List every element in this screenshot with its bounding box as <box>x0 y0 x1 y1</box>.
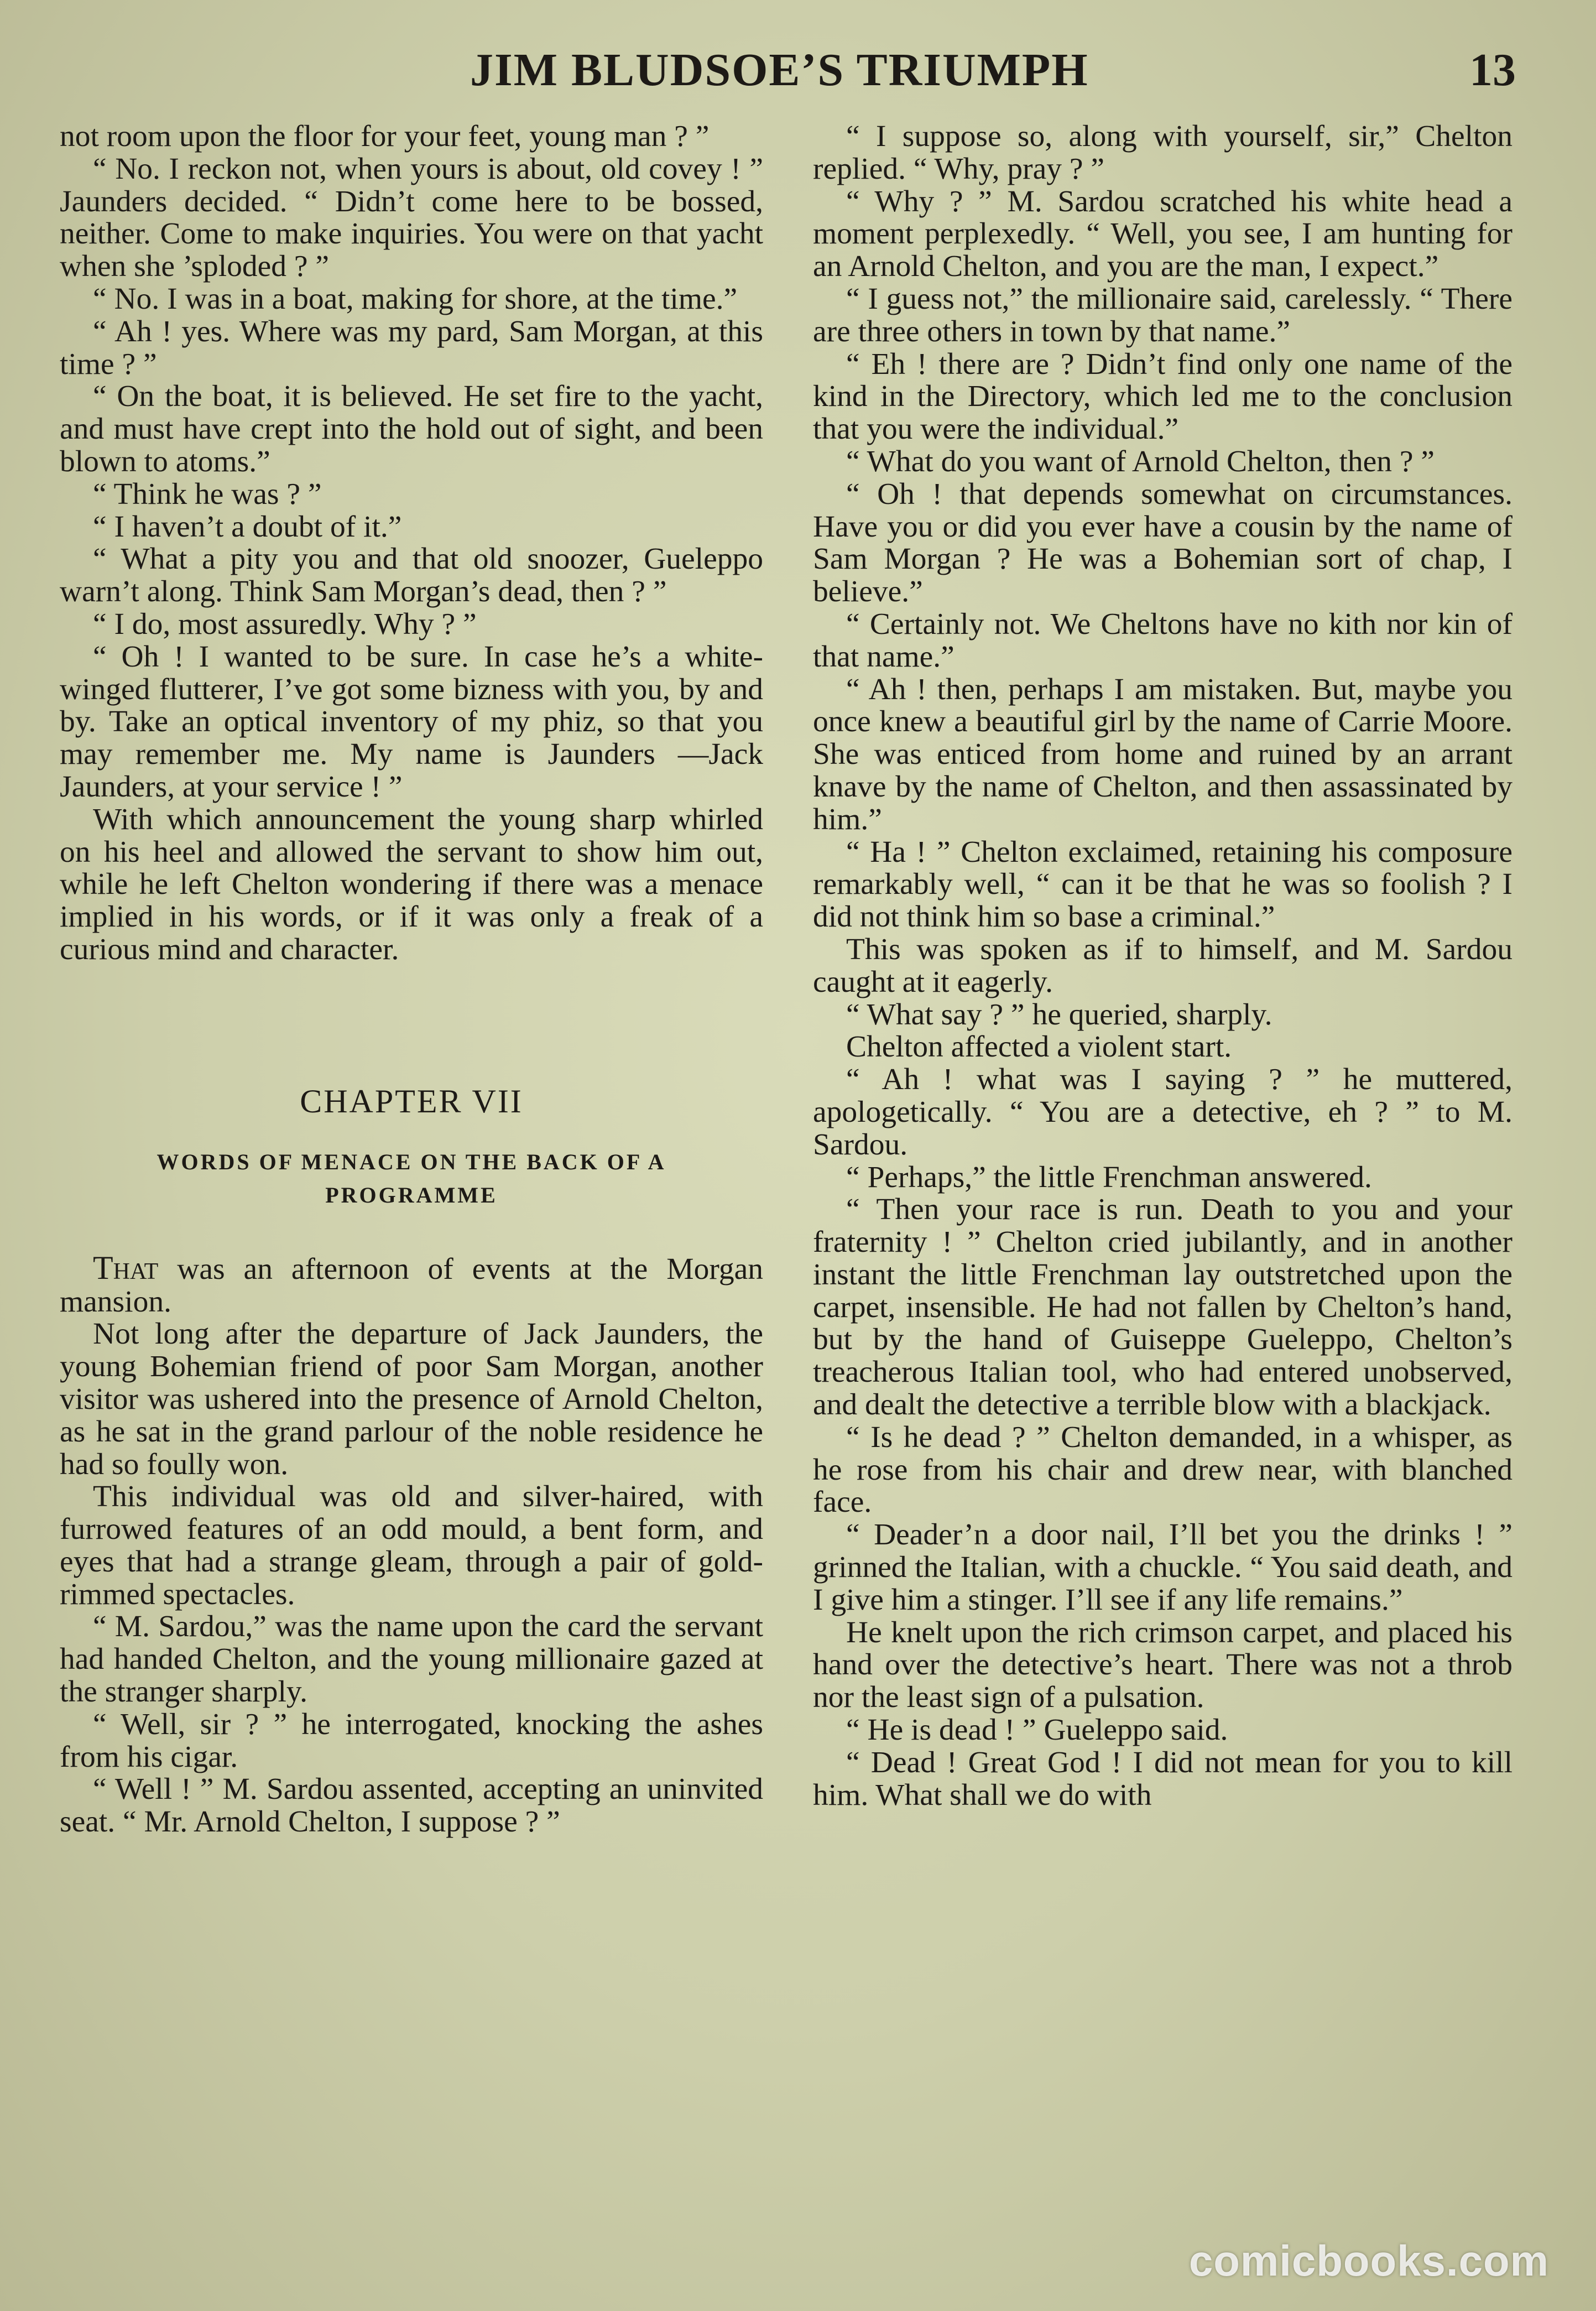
paragraph: “ Ah ! then, perhaps I am mistaken. But, maybe you once knew a beautiful girl by the name of Carrie Moore. She was enticed from home and ruined by an arrant knave by the name of Chelton, and then assassinated by him.” <box>813 672 1512 836</box>
paragraph: “ Ah ! what was I saying ? ” he muttered, apologetically. “ You are a detective, eh ? ” to M. Sardou. <box>813 1063 1512 1162</box>
paragraph: “ What a pity you and that old snoozer, Gueleppo warn’t along. Think Sam Morgan’s dead, then ? ” <box>60 542 763 609</box>
paragraph: “ Certainly not. We Cheltons have no kith nor kin of that name.” <box>813 607 1512 674</box>
paragraph: “ I guess not,” the millionaire said, carelessly. “ There are three others in town by that name.” <box>813 282 1512 348</box>
paragraph: With which announcement the young sharp whirled on his heel and allowed the servant to show him out, while he left Chelton wondering if there was a menace implied in his words, or if it was only a freak of a curious mind and character. <box>60 802 763 966</box>
paragraph: Not long after the departure of Jack Jaunders, the young Bohemian friend of poor Sam Morgan, another visitor was ushered into the presence of Arnold Chelton, as he sat in the grand parlour of the noble residence he had so foully won. <box>60 1317 763 1481</box>
paragraph: “ Think he was ? ” <box>93 477 322 511</box>
paragraph: “ Well ! ” M. Sardou assented, accepting an uninvited seat. “ Mr. Arnold Chelton, I suppose ? ” <box>60 1772 763 1839</box>
paragraph: “ No. I reckon not, when yours is about, old covey ! ” Jaunders decided. “ Didn’t come here to be bossed, neither. Come to make inquiries. You were on that yacht when she ’sploded ? ” <box>60 152 763 284</box>
paragraph: “ I do, most assuredly. Why ? ” <box>93 607 477 641</box>
paragraph: “ Well, sir ? ” he interrogated, knocking the ashes from his cigar. <box>60 1707 763 1774</box>
paragraph: “ Why ? ” M. Sardou scratched his white head a moment perplexedly. “ Well, you see, I am hunting for an Arnold Chelton, and you are the man, I expect.” <box>813 184 1512 284</box>
paragraph: “ What say ? ” he queried, sharply. <box>846 997 1272 1032</box>
paragraph: “ Deader’n a door nail, I’ll bet you the drinks ! ” grinned the Italian, with a chuckle. “ You said death, and I give him a stinger. I’ll see if any life remains.” <box>813 1518 1512 1617</box>
paragraph: “ What do you want of Arnold Chelton, then ? ” <box>846 444 1435 478</box>
paragraph: “ Perhaps,” the little Frenchman answered. <box>846 1160 1372 1194</box>
paragraph: “ Then your race is run. Death to you and your fraternity ! ” Chelton cried jubilantly, and in another instant the little Frenchman lay outstretched upon the carpet, insensible. He had not fallen by Chelton’s hand, but by the hand of Guiseppe Gueleppo, Chelton’s treacherous Italian tool, who had entered unobserved, and dealt the detective a terrible blow with a blackjack. <box>813 1193 1512 1422</box>
paragraph: “ On the boat, it is believed. He set fire to the yacht, and must have crept into the hold out of sight, and been blown to atoms.” <box>60 379 763 478</box>
opening-word: That <box>93 1249 159 1286</box>
paragraph: “ Oh ! I wanted to be sure. In case he’s a white-winged flutterer, I’ve got some bizness with you, by and by. Take an optical inventory of my phiz, so that you may remember me. My name is Jaunders —Jack Jaunders, at your service ! ” <box>60 639 763 804</box>
chapter-opening-paragraph <box>60 1249 763 1319</box>
paragraph: “ No. I was in a boat, making for shore, at the time.” <box>93 282 738 316</box>
page-header <box>0 43 1596 104</box>
paragraph: “ Oh ! that depends somewhat on circumstances. Have you or did you ever have a cousin by the name of Sam Morgan ? He was a Bohemian sort of chap, I believe.” <box>813 477 1512 609</box>
paragraph: “ Dead ! Great God ! I did not mean for you to kill him. What shall we do with <box>813 1745 1512 1812</box>
running-title: JIM BLUDSOE’S TRIUMPH <box>470 44 1089 96</box>
paragraph: not room upon the floor for your feet, young man ? ” <box>60 119 710 153</box>
right-column <box>813 121 1512 1812</box>
paragraph: “ Is he dead ? ” Chelton demanded, in a whisper, as he rose from his chair and drew near, with blanched face. <box>813 1420 1512 1519</box>
paragraph: He knelt upon the rich crimson carpet, and placed his hand over the detective’s heart. There was not a throb nor the least sign of a pulsation. <box>813 1615 1512 1715</box>
paragraph: “ M. Sardou,” was the name upon the card the servant had handed Chelton, and the young millionaire gazed at the stranger sharply. <box>60 1610 763 1709</box>
chapter-heading: CHAPTER VII <box>300 1082 523 1120</box>
page-number: 13 <box>1469 44 1516 96</box>
paragraph: “ Eh ! there are ? Didn’t find only one name of the kind in the Directory, which led me to the conclusion that you were the individual.” <box>813 347 1512 446</box>
paragraph: “ I suppose so, along with yourself, sir,” Chelton replied. “ Why, pray ? ” <box>813 119 1512 186</box>
site-watermark: comicbooks.com <box>1188 2236 1549 2285</box>
left-column <box>60 121 763 1839</box>
paragraph: “ Ah ! yes. Where was my pard, Sam Morgan, at this time ? ” <box>60 314 763 381</box>
opening-text: was an afternoon of events at the Morgan mansion. <box>60 1252 763 1319</box>
paragraph: “ I haven’t a doubt of it.” <box>93 509 402 544</box>
paragraph: Chelton affected a violent start. <box>846 1030 1232 1064</box>
paragraph: “ Ha ! ” Chelton exclaimed, retaining his composure remarkably well, “ can it be that he was so foolish ? I did not think him so base a criminal.” <box>813 835 1512 934</box>
paragraph: This was spoken as if to himself, and M. Sardou caught at it eagerly. <box>813 932 1512 999</box>
paragraph: This individual was old and silver-haired, with furrowed features of an odd mould, a bent form, and eyes that had a strange gleam, through a pair of gold-rimmed spectacles. <box>60 1480 763 1611</box>
paragraph: “ He is dead ! ” Gueleppo said. <box>846 1713 1228 1747</box>
chapter-subtitle: WORDS OF MENACE ON THE BACK OF A PROGRAMME <box>157 1149 666 1207</box>
